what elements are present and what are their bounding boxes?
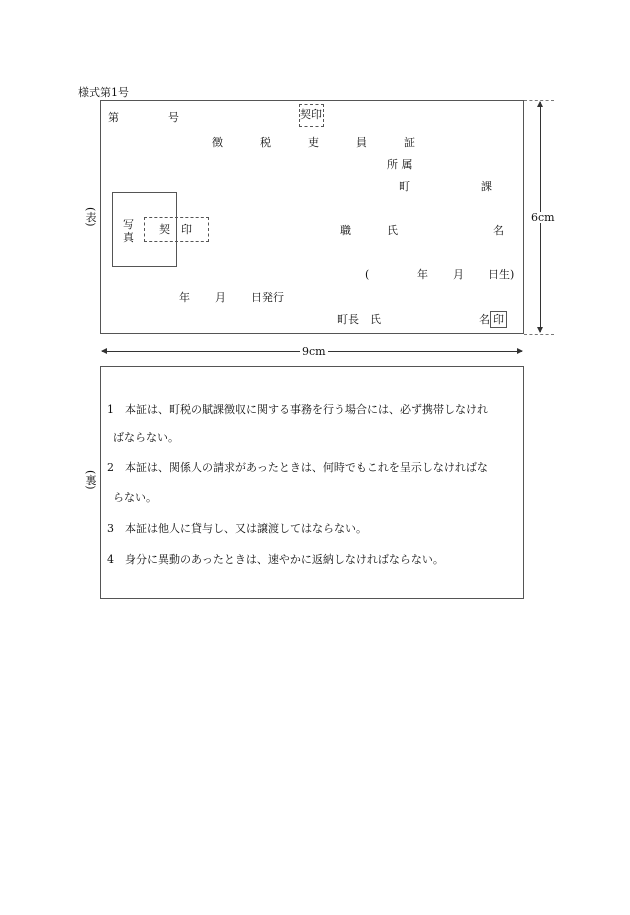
title-char-2: 税 [260, 136, 271, 149]
title-char-3: 吏 [308, 136, 319, 149]
number-go: 号 [168, 111, 179, 124]
back-item-2-line-2: らない。 [113, 491, 157, 504]
photo-seal-label: 契 印 [159, 223, 192, 236]
height-dim-bottom-ext [524, 334, 554, 335]
back-item-4-line-1: 身分に異動のあったときは、速やかに返納しなければならない。 [125, 553, 444, 566]
top-seal-label: 契印 [300, 108, 322, 121]
section-label: 課 [481, 180, 492, 193]
height-dim-label: 6cm [531, 211, 555, 224]
back-item-2-number: 2 [107, 461, 114, 474]
issue-year-label: 年 [179, 291, 190, 304]
back-item-1-line-1: 本証は、町税の賦課徴収に関する事務を行う場合には、必ず携帯しなけれ [125, 403, 488, 416]
width-dim-label: 9cm [302, 345, 326, 358]
post-label: 職 [340, 224, 351, 237]
birth-month-label: 月 [453, 268, 464, 281]
form-label: 様式第1号 [78, 86, 129, 99]
mayor-label: 町長 氏 [337, 313, 381, 326]
number-dai: 第 [108, 111, 119, 124]
town-label: 町 [399, 180, 410, 193]
issue-month-label: 月 [215, 291, 226, 304]
width-dim-arrow-right-icon [517, 348, 523, 354]
photo-label-1: 写 [123, 218, 134, 231]
title-char-4: 員 [356, 136, 367, 149]
back-item-4-number: 4 [107, 553, 114, 566]
name-mei-label: 名 [493, 224, 504, 237]
birth-open-paren: ( [365, 268, 370, 281]
height-dim-arrow-down-icon [537, 327, 543, 333]
height-dim-arrow-up-icon [537, 101, 543, 107]
mayor-name-label: 名 [479, 313, 490, 326]
title-char-1: 徴 [212, 136, 223, 149]
back-item-1-number: 1 [107, 403, 114, 416]
width-dim-arrow-left-icon [101, 348, 107, 354]
back-item-3-line-1: 本証は他人に貸与し、又は譲渡してはならない。 [125, 522, 367, 535]
back-item-2-line-1: 本証は、関係人の請求があったときは、何時でもこれを呈示しなければな [125, 461, 488, 474]
mayor-seal-label: 印 [493, 313, 504, 326]
title-char-5: 証 [404, 136, 415, 149]
name-shi-label: 氏 [387, 224, 398, 237]
birth-year-label: 年 [417, 268, 428, 281]
affiliation-label: 所 属 [387, 158, 413, 171]
front-side-label: (表) [84, 207, 97, 227]
photo-label-2: 真 [123, 231, 134, 244]
birth-day-label: 日生) [488, 268, 515, 281]
back-item-3-number: 3 [107, 522, 114, 535]
issue-day-label: 日発行 [251, 291, 284, 304]
back-item-1-line-2: ばならない。 [113, 431, 179, 444]
back-side-label: (裏) [84, 470, 97, 490]
